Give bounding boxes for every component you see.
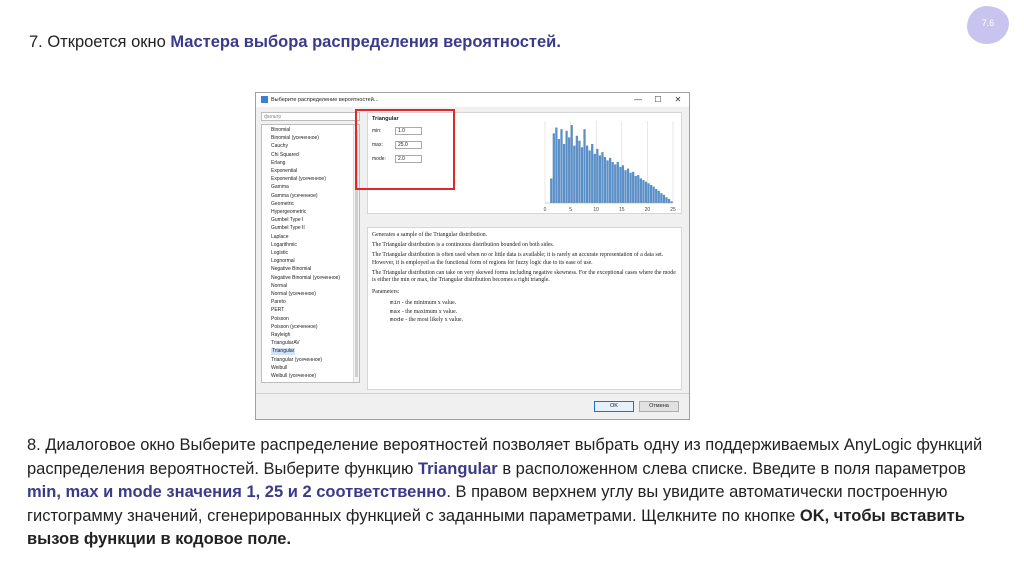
mode-label: mode: xyxy=(372,156,386,162)
histogram-bar xyxy=(553,133,555,203)
ok-button[interactable]: OK xyxy=(594,401,634,412)
histogram-bar xyxy=(555,128,557,203)
list-item[interactable]: Weibull xyxy=(271,364,288,371)
histogram-bar xyxy=(550,178,552,203)
histogram-bar xyxy=(573,146,575,203)
histogram-bar xyxy=(650,185,652,203)
param-name: min xyxy=(390,299,401,307)
heading-accent: Мастера выбора распределения вероятностей. xyxy=(170,33,561,51)
page-number: 7.6 xyxy=(981,18,995,28)
close-button[interactable]: ✕ xyxy=(674,95,682,104)
list-item[interactable]: Erlang xyxy=(271,159,286,166)
list-item[interactable]: Binomial xyxy=(271,127,291,133)
histogram-chart xyxy=(539,117,679,215)
histogram-bar xyxy=(655,189,657,203)
list-item[interactable]: Normal xyxy=(271,282,288,289)
footer-divider xyxy=(256,393,689,394)
min-label: min: xyxy=(372,128,382,134)
histogram-bar xyxy=(665,197,667,203)
histogram-bar xyxy=(591,144,593,203)
list-item[interactable]: Chi Squared xyxy=(271,151,299,158)
histogram-bar xyxy=(614,164,616,203)
param-name: mode xyxy=(390,315,404,323)
param-text: - the minimum x value. xyxy=(400,300,457,307)
list-item[interactable]: Triangular xyxy=(272,348,295,355)
description-p4: The Triangular distribution can take on very skewed forms including negative skewness. For the exceptional cases where the mode is either the min or max, the Triangular distribution becomes a right triangle. xyxy=(372,269,676,284)
chart-ticks xyxy=(544,203,676,213)
list-item[interactable]: PERT xyxy=(271,307,285,314)
filter-input[interactable]: фильтр xyxy=(261,112,360,121)
histogram-bar xyxy=(617,162,619,203)
histogram-bar xyxy=(563,144,565,203)
x-tick-label: 20 xyxy=(644,207,651,213)
histogram-bar xyxy=(642,180,644,203)
param-text: - the maximum x value. xyxy=(400,308,458,315)
body-bold-3: OK, чтобы вставить вызов функции в кодовое поле. xyxy=(27,506,965,548)
anylogic-app-icon xyxy=(261,96,268,103)
list-item[interactable]: Pareto xyxy=(271,299,286,306)
list-item[interactable]: Poisson xyxy=(271,315,289,322)
histogram-bar xyxy=(558,139,560,203)
histogram-bar xyxy=(581,147,583,203)
list-item[interactable]: Exponential xyxy=(271,168,298,174)
histogram-bar xyxy=(663,195,665,203)
max-label: max: xyxy=(372,142,383,148)
histogram-bar xyxy=(565,131,567,203)
instructions-paragraph xyxy=(27,434,1002,552)
histogram-bar xyxy=(624,170,626,203)
histogram-bar xyxy=(645,182,647,203)
body-bold-2: min, max и mode значения 1, 25 и 2 соответственно xyxy=(27,483,447,501)
histogram-bar xyxy=(571,125,573,203)
list-item[interactable]: Binomial (усеченное) xyxy=(271,135,319,142)
histogram-bar xyxy=(640,178,642,203)
x-tick-label: 10 xyxy=(593,207,599,213)
description-p3: The Triangular distribution is often used when no or little data is available; it is rarely an accurate representation of a data set. However, it is employed as the functional form of regions for fuzzy logic due to its ease of use. xyxy=(372,252,664,266)
list-item[interactable]: Rayleigh xyxy=(271,332,291,338)
body-text-2: в расположенном слева списке. Введите в поля параметров xyxy=(497,459,966,478)
list-item[interactable]: Hypergeometric xyxy=(271,209,307,215)
histogram-bar xyxy=(604,157,606,203)
histogram-bar xyxy=(576,136,578,203)
x-tick-label: 0 xyxy=(543,207,547,213)
slide-heading xyxy=(29,33,561,52)
histogram-bar xyxy=(601,152,603,203)
param-text: - the most likely x value. xyxy=(403,316,464,323)
description-panel xyxy=(367,227,682,390)
list-item[interactable]: Triangular (усеченное) xyxy=(271,356,323,363)
maximize-button[interactable]: ☐ xyxy=(654,95,662,104)
cancel-button[interactable]: Отмена xyxy=(639,401,679,412)
histogram-bar xyxy=(629,173,631,203)
description-p1: Generates a sample of the Triangular distribution. xyxy=(372,232,488,238)
list-item[interactable]: Exponential (усеченное) xyxy=(271,176,326,183)
body-text-3: . В правом верхнем углу вы увидите автоматически построенную гистограмму значений, сгенерированных функцией с заданными параметрами. Щелкните по кнопке xyxy=(27,483,948,525)
histogram-bar xyxy=(660,193,662,203)
list-item[interactable]: Negative Binomial xyxy=(271,266,312,273)
description-param-min xyxy=(372,299,677,307)
max-input[interactable]: 25.0 xyxy=(395,141,422,149)
minimize-button[interactable]: — xyxy=(634,95,642,104)
list-item[interactable]: Poisson (усеченное) xyxy=(271,323,318,330)
min-input[interactable]: 1.0 xyxy=(395,127,422,135)
histogram-bar xyxy=(658,191,660,203)
histogram-bar xyxy=(568,137,570,203)
histogram-bar xyxy=(637,175,639,203)
mode-input[interactable]: 2.0 xyxy=(395,155,422,163)
histogram-bar xyxy=(622,165,624,203)
histogram-bar xyxy=(612,162,614,203)
histogram-bar xyxy=(668,199,670,203)
histogram-bar xyxy=(578,141,580,203)
list-item[interactable]: Logistic xyxy=(271,250,288,256)
list-item[interactable]: Gumbel Type II xyxy=(271,225,305,232)
body-text-1: 8. Диалоговое окно Выберите распределение вероятностей позволяет выбрать одну из поддерживаемых AnyLogic функций распределения вероятностей. Выберите функцию xyxy=(27,436,983,478)
page-number-badge xyxy=(967,6,1009,44)
list-item[interactable]: Gumbel Type I xyxy=(271,217,304,224)
histogram-bar xyxy=(647,183,649,203)
description-param-mode xyxy=(372,316,677,324)
histogram-bar xyxy=(609,158,611,203)
histogram-bar xyxy=(635,176,637,203)
list-item[interactable]: Weibull (усеченное) xyxy=(271,373,317,379)
histogram-bar xyxy=(594,154,596,203)
histogram-bar xyxy=(627,169,629,203)
list-item[interactable]: Laplace xyxy=(271,233,289,240)
dialog-title: Выберите распределение вероятностей... xyxy=(271,96,379,103)
distribution-dialog xyxy=(255,92,690,420)
distribution-list[interactable] xyxy=(261,124,360,383)
histogram-bar xyxy=(596,149,598,203)
description-params-head: Parameters: xyxy=(372,289,400,296)
list-item[interactable]: Cauchy xyxy=(271,143,288,150)
list-item[interactable]: Negative Binomial (усеченное) xyxy=(271,274,341,281)
description-param-max xyxy=(372,308,677,316)
x-tick-label: 25 xyxy=(670,207,676,213)
param-name: max xyxy=(390,307,401,315)
list-item[interactable]: Gamma xyxy=(271,184,289,191)
histogram-bar xyxy=(599,155,601,203)
list-item[interactable]: Normal (усеченное) xyxy=(271,291,316,297)
list-item[interactable]: TriangularAV xyxy=(271,340,300,347)
highlight-frame xyxy=(355,109,455,190)
body-bold-1: Triangular xyxy=(417,459,498,478)
x-tick-label: 5 xyxy=(569,207,572,213)
chart-bars xyxy=(550,125,673,203)
histogram-bar xyxy=(619,167,621,203)
histogram-bar xyxy=(560,129,562,203)
heading-prefix: 7. Откроется окно xyxy=(29,33,171,51)
histogram-bar xyxy=(589,151,591,203)
histogram-bar xyxy=(632,172,634,203)
histogram-bar xyxy=(653,187,655,203)
histogram-bar xyxy=(583,129,585,203)
list-item[interactable]: Geometric xyxy=(271,200,295,207)
list-item[interactable]: Logarithmic xyxy=(271,241,297,248)
description-p2: The Triangular distribution is a continuous distribution bounded on both sides. xyxy=(372,242,555,249)
dialog-titlebar xyxy=(256,93,689,107)
x-tick-label: 15 xyxy=(619,207,625,213)
histogram-bar xyxy=(586,146,588,203)
histogram-bar xyxy=(606,160,608,203)
list-item[interactable]: Gamma (усеченное) xyxy=(271,192,318,199)
params-title: Triangular xyxy=(372,116,399,122)
list-item[interactable]: Lognormal xyxy=(271,258,295,265)
